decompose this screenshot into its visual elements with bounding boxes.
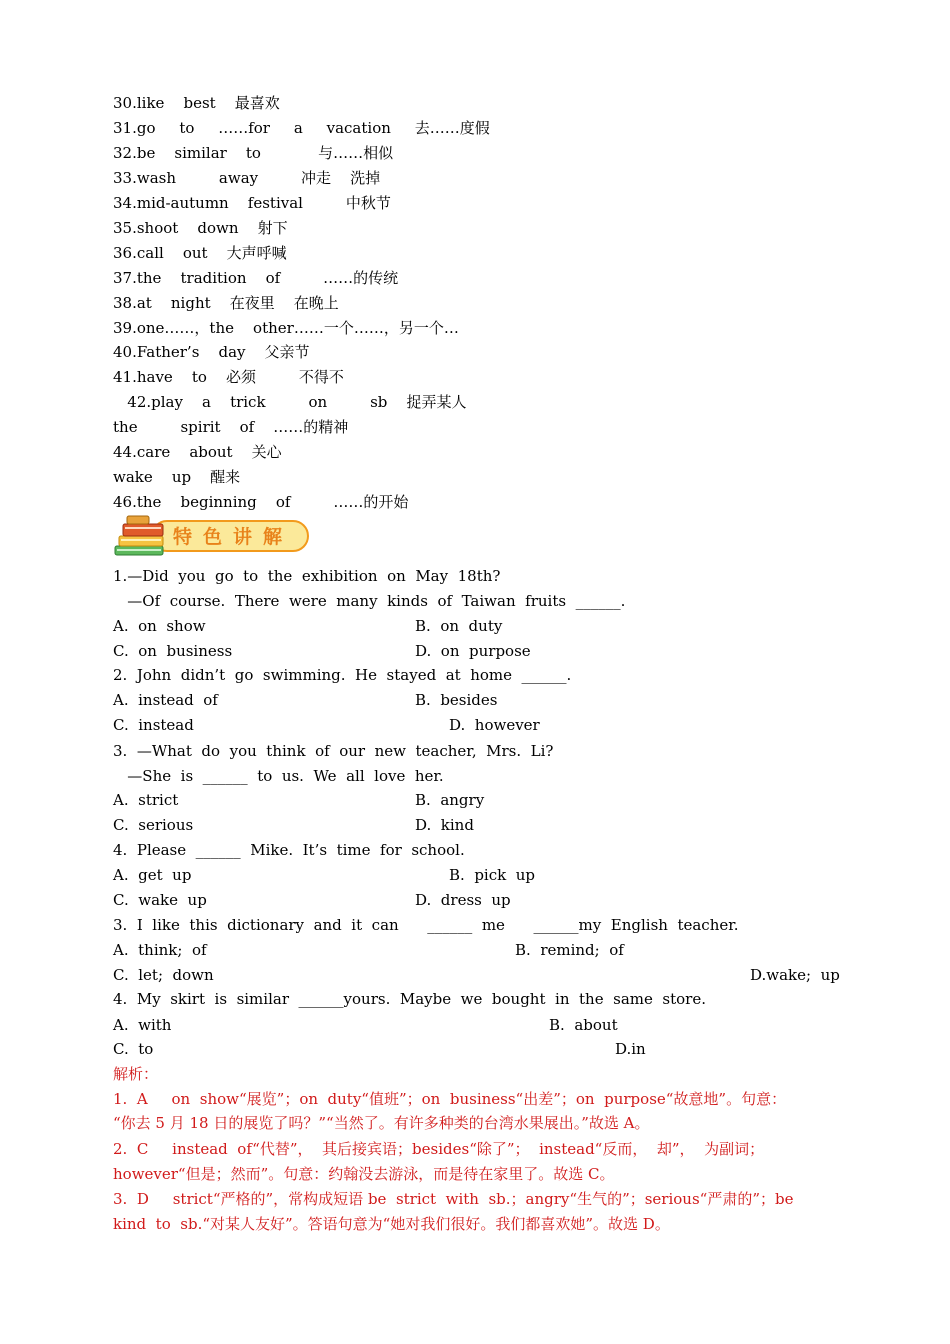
option-b: B. besides (415, 691, 498, 709)
option-b: B. pick up (449, 866, 536, 884)
option-c: C. let; down (113, 966, 214, 984)
phrase-line: 40.Father’s day 父亲节 (113, 343, 310, 361)
option-d: D. on purpose (415, 642, 531, 660)
option-a: A. on show (113, 617, 206, 635)
phrase-line: 39.one……，the other……一个……，另一个… (113, 319, 459, 337)
question-text: —Of course. There were many kinds of Taiwan fruits ______. (113, 592, 626, 610)
option-d: D. dress up (415, 891, 511, 909)
phrase-line: 36.call out 大声呼喊 (113, 244, 287, 262)
phrase-line: 35.shoot down 射下 (113, 219, 288, 237)
option-d: D.wake; up (750, 966, 840, 984)
phrase-line: 38.at night 在夜里 在晚上 (113, 294, 339, 312)
analysis-line: 2. C instead of“代替”， 其后接宾语；besides“除了”； instead“反而， 却”， 为副词； (113, 1140, 765, 1158)
option-a: A. get up (113, 866, 192, 884)
option-a: A. strict (113, 791, 179, 809)
option-c: C. wake up (113, 891, 207, 909)
phrase-line: 31.go to ……for a vacation 去……度假 (113, 119, 490, 137)
option-b: B. angry (415, 791, 485, 809)
phrase-line: 37.the tradition of ……的传统 (113, 269, 399, 287)
phrase-line: wake up 醒来 (113, 468, 241, 486)
phrase-line: 46.the beginning of ……的开始 (113, 493, 409, 511)
analysis-line: however“但是；然而”。句意：约翰没去游泳，而是待在家里了。故选 C。 (113, 1165, 615, 1183)
analysis-line: “你去 5 月 18 日的展览了吗？”“当然了。有许多种类的台湾水果展出。”故选 A。 (113, 1114, 650, 1132)
option-a: A. instead of (113, 691, 218, 709)
phrase-line: 34.mid-autumn festival 中秋节 (113, 194, 391, 212)
analysis-line: kind to sb.“对某人友好”。答语句意为“她对我们很好。我们都喜欢她”。故选 D。 (113, 1215, 670, 1233)
books-icon (113, 512, 173, 560)
analysis-line: 3. D strict“严格的”，常构成短语 be strict with sb.；angry“生气的”；serious“严肃的”；be (113, 1190, 794, 1208)
question-text: 2. John didn’t go swimming. He stayed at home ______. (113, 666, 572, 684)
option-c: C. serious (113, 816, 194, 834)
analysis-heading: 解析： (113, 1065, 159, 1083)
phrase-line: the spirit of ……的精神 (113, 418, 349, 436)
option-b: B. remind; of (515, 941, 624, 959)
phrase-line: 33.wash away 冲走 洗掉 (113, 169, 381, 187)
banner-title: 特色讲解 (173, 526, 294, 548)
phrase-line: 30.like best 最喜欢 (113, 94, 280, 112)
phrase-line: 41.have to 必须 不得不 (113, 368, 344, 386)
phrase-line: 44.care about 关心 (113, 443, 282, 461)
question-text: —She is ______ to us. We all love her. (113, 767, 444, 785)
section-banner (113, 512, 313, 560)
question-text: 4. My skirt is similar ______yours. Maybe we bought in the same store. (113, 990, 706, 1008)
question-text: 4. Please ______ Mike. It’s time for school. (113, 841, 465, 859)
option-a: A. think; of (113, 941, 207, 959)
option-d: D.in (615, 1040, 646, 1058)
question-text: 3. —What do you think of our new teacher, Mrs. Li? (113, 742, 554, 760)
option-b: B. about (549, 1016, 618, 1034)
option-c: C. to (113, 1040, 154, 1058)
option-d: D. kind (415, 816, 474, 834)
option-c: C. on business (113, 642, 233, 660)
option-d: D. however (449, 716, 540, 734)
analysis-line: 1. A on show“展览”；on duty“值班”；on business“出差”；on purpose“故意地”。句意： (113, 1090, 787, 1108)
phrase-line: 42.play a trick on sb 捉弄某人 (113, 393, 467, 411)
phrase-line: 32.be similar to 与……相似 (113, 144, 394, 162)
option-b: B. on duty (415, 617, 503, 635)
question-text: 3. I like this dictionary and it can ______ me ______my English teacher. (113, 916, 739, 934)
option-a: A. with (113, 1016, 172, 1034)
question-text: 1.—Did you go to the exhibition on May 18th? (113, 567, 501, 585)
option-c: C. instead (113, 716, 194, 734)
